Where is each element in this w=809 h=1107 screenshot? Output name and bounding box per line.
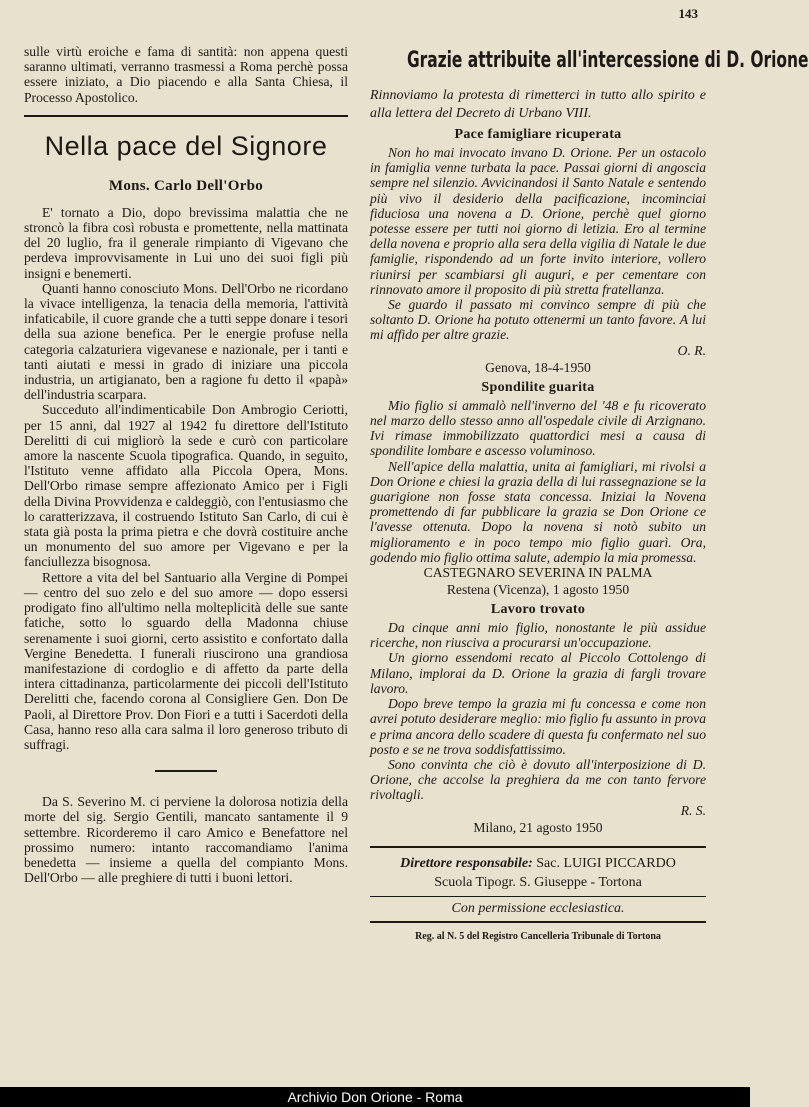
section-title: Nella pace del Signore xyxy=(44,130,328,161)
page-number: 143 xyxy=(678,6,698,21)
printer-line: Scuola Tipogr. S. Giuseppe - Tortona xyxy=(434,874,642,890)
archive-label: Archivio Don Orione - Roma xyxy=(287,1089,463,1105)
grace-paragraph: Dopo breve tempo la grazia mi fu concessa e come non avrei potuto desiderare meglio: mio figlio fu assunto in prova e prima ancora dello scadere di questa fu confermato nel suo posto e se ne trova soddisfattissimo. xyxy=(370,696,706,757)
death-notice: Da S. Severino M. ci perviene la dolorosa notizia della morte del sig. Sergio Gentili, mancato santamente il 9 settembre. Ricorderemo il caro Amico e Benefattore nel prossimo numero: intanto raccomandiamo l'anima benedetta — insieme a quella del compianto Mons. Dell'Orbo — alle preghiere di tutti i buoni lettori. xyxy=(24,794,348,886)
obituary-paragraph: Quanti hanno conosciuto Mons. Dell'Orbo ne ricordano la vivace intelligenza, la tenacia della memoria, l'attività infaticabile, il cuore grande che a tutti seppe donare i tesori della sua azione benefica. Per le energie profuse nella categoria calzaturiera vigevanese e nazionale, per i tanti e tanti aiutati e messi in grado di iniziare una piccola industria, un artigianato, ben a ragione fu detto il «papà» dell'industria scarpara. xyxy=(24,280,348,403)
left-intro-text: sulle virtù eroiche e fama di santità: non appena questi saranno ultimati, verranno trasmessi a Roma perchè possa essere iniziato, a Dio piacendo e alla Santa Chiesa, il Processo Apostolico. xyxy=(24,44,348,105)
grace-paragraph: Da cinque anni mio figlio, nonostante le più assidue ricerche, non riusciva a procurarsi un'occupazione. xyxy=(370,620,706,651)
left-column xyxy=(24,44,348,885)
graces-intro: Rinnoviamo la protesta di rimetterci in tutto allo spirito e alla lettera del Decreto di Urbano VIII. xyxy=(370,88,706,121)
masthead-footer xyxy=(370,846,706,923)
grace-initials: O. R. xyxy=(677,342,706,358)
right-column xyxy=(370,44,809,942)
grace-heading: Spondilite guarita xyxy=(481,379,595,395)
grace-signature xyxy=(370,803,706,818)
registration-line: Reg. al N. 5 del Registro Cancelleria Tribunale di Tortona xyxy=(415,930,661,942)
obituary-paragraph: Rettore a vita del bel Santuario alla Vergine di Pompei — centro del suo zelo e del suo amore — dopo essersi prodigato fino all'ultimo nella molteplicità delle sue sante fatiche, sotto lo sguardo della Madonna chiuse serenamente i suoi giorni, certo assistito e confortato dalla Vergine Benedetta. I funerali riuscirono una grandiosa manifestazione di cordoglio e di affetto da parte della intera cittadinanza, particolarmente dei piccoli dell'Istituto Derelitti che, facendo corona al Consigliere Gen. Don De Paoli, al Direttore Prov. Don Fiori e a tutti i Sacerdoti della Casa, hanno reso alla cara salma il loro generoso tributo di suffragi. xyxy=(24,569,348,752)
grace-heading: Lavoro trovato xyxy=(490,602,586,618)
director-label: Direttore responsabile: xyxy=(400,855,533,871)
director-line xyxy=(370,854,706,873)
grace-paragraph: Se guardo il passato mi convinco sempre di più che soltanto D. Orione ha potuto ottenermi un tanto favore. A lui mi affido per altre grazie. xyxy=(370,297,706,343)
grace-paragraph: Un giorno essendomi recato al Piccolo Cottolengo di Milano, implorai da D. Orione la grazia di fargli trovare lavoro. xyxy=(370,650,706,696)
grace-paragraph: Mio figlio si ammalò nell'inverno del '48 e fu ricoverato nel marzo dello stesso anno all'ospedale civile di Arzignano. Ivi rimase immobilizzato quattordici mesi a causa di spondilite lombare e ascesso voluminoso. xyxy=(370,397,706,459)
obituary-subhead: Mons. Carlo Dell'Orbo xyxy=(108,177,264,194)
director-name: Sac. LUIGI PICCARDO xyxy=(536,855,676,871)
grace-paragraph: Nell'apice della malattia, unita ai famigliari, mi rivolsi a Don Orione e chiesi la grazia della di lui rassegnazione se la guarigione non fosse stata concessa. Iniziai la Novena promettendo di far pubblicare la grazia se Don Orione ce l'avesse ottenuta. Dopo la novena si notò subito un miglioramento e in poco tempo mio figlio guarì. Ora, godendo mio figlio ottima salute, adempio la mia promessa. xyxy=(370,458,706,565)
grace-paragraph: Sono convinta che ciò è dovuto all'interposizione di D. Orione, che accolse la preghiera da me con tanto fervore rivoltagli. xyxy=(370,756,706,803)
grace-paragraph: Non ho mai invocato invano D. Orione. Per un ostacolo in famiglia venne turbata la pace. Passai giorni di angoscia sempre nel silenzio. Avvicinandosi il Santo Natale e sentendo più vivo il desiderio della pacificazione, incominciai fiduciosa una novena a D. Orione, perchè quel giorno potesse essere per tutti noi giorno di letizia. Ero al termine della novena e proprio alla sera della vigilia di Natale le due famiglie, rispondendo ad un forte invito interiore, vollero riunirsi per scambiarsi gli auguri, e per cementare con rinnovato amore il proposito di più stretta fratellanza. xyxy=(370,145,706,297)
grace-heading: Pace famigliare ricuperata xyxy=(454,127,622,142)
permission-line: Con permissione ecclesiastica. xyxy=(370,896,706,917)
obituary-paragraph: E' tornato a Dio, dopo brevissima malattia che ne stroncò la fibra così robusta e promettente, nella mattinata del 20 luglio, fra il generale rimpianto di Vigevano che perdeva improvvisamente in Lui uno dei suoi figli più insigni e benemerti. xyxy=(24,204,348,281)
obituary-paragraph: Succeduto all'indimenticabile Don Ambrogio Ceriotti, per 15 anni, dal 1927 al 1942 fu direttore dell'Istituto Derelitti di cui migliorò la sede e curò con particolare amore la nascente Scuola tipografica. Quando, in seguito, l'Istituto venne affidato alla Piccola Opera, Mons. Dell'Orbo rimase sempre affezionato Amico per i Figli della Divina Provvidenza e caldeggiò, con l'entusiasmo che lo caratterizzava, il costruendo Istituto San Carlo, di cui è stata già posta la prima pietra e che dovrà costituire anche un monumento del suo amore per Vigevano e per la fanciullezza bisognosa. xyxy=(24,402,348,570)
graces-title: Grazie attribuite all'intercessione di D. Orione xyxy=(406,48,809,73)
grace-place: Milano, 21 agosto 1950 xyxy=(473,819,603,835)
grace-initials: R. S. xyxy=(680,802,706,818)
grace-place: Restena (Vicenza), 1 agosto 1950 xyxy=(446,582,630,598)
short-divider xyxy=(155,770,217,772)
divider xyxy=(24,115,348,117)
grace-author: CASTEGNARO SEVERINA IN PALMA xyxy=(423,565,653,581)
grace-signature xyxy=(370,343,706,358)
grace-place: Genova, 18-4-1950 xyxy=(485,359,591,375)
